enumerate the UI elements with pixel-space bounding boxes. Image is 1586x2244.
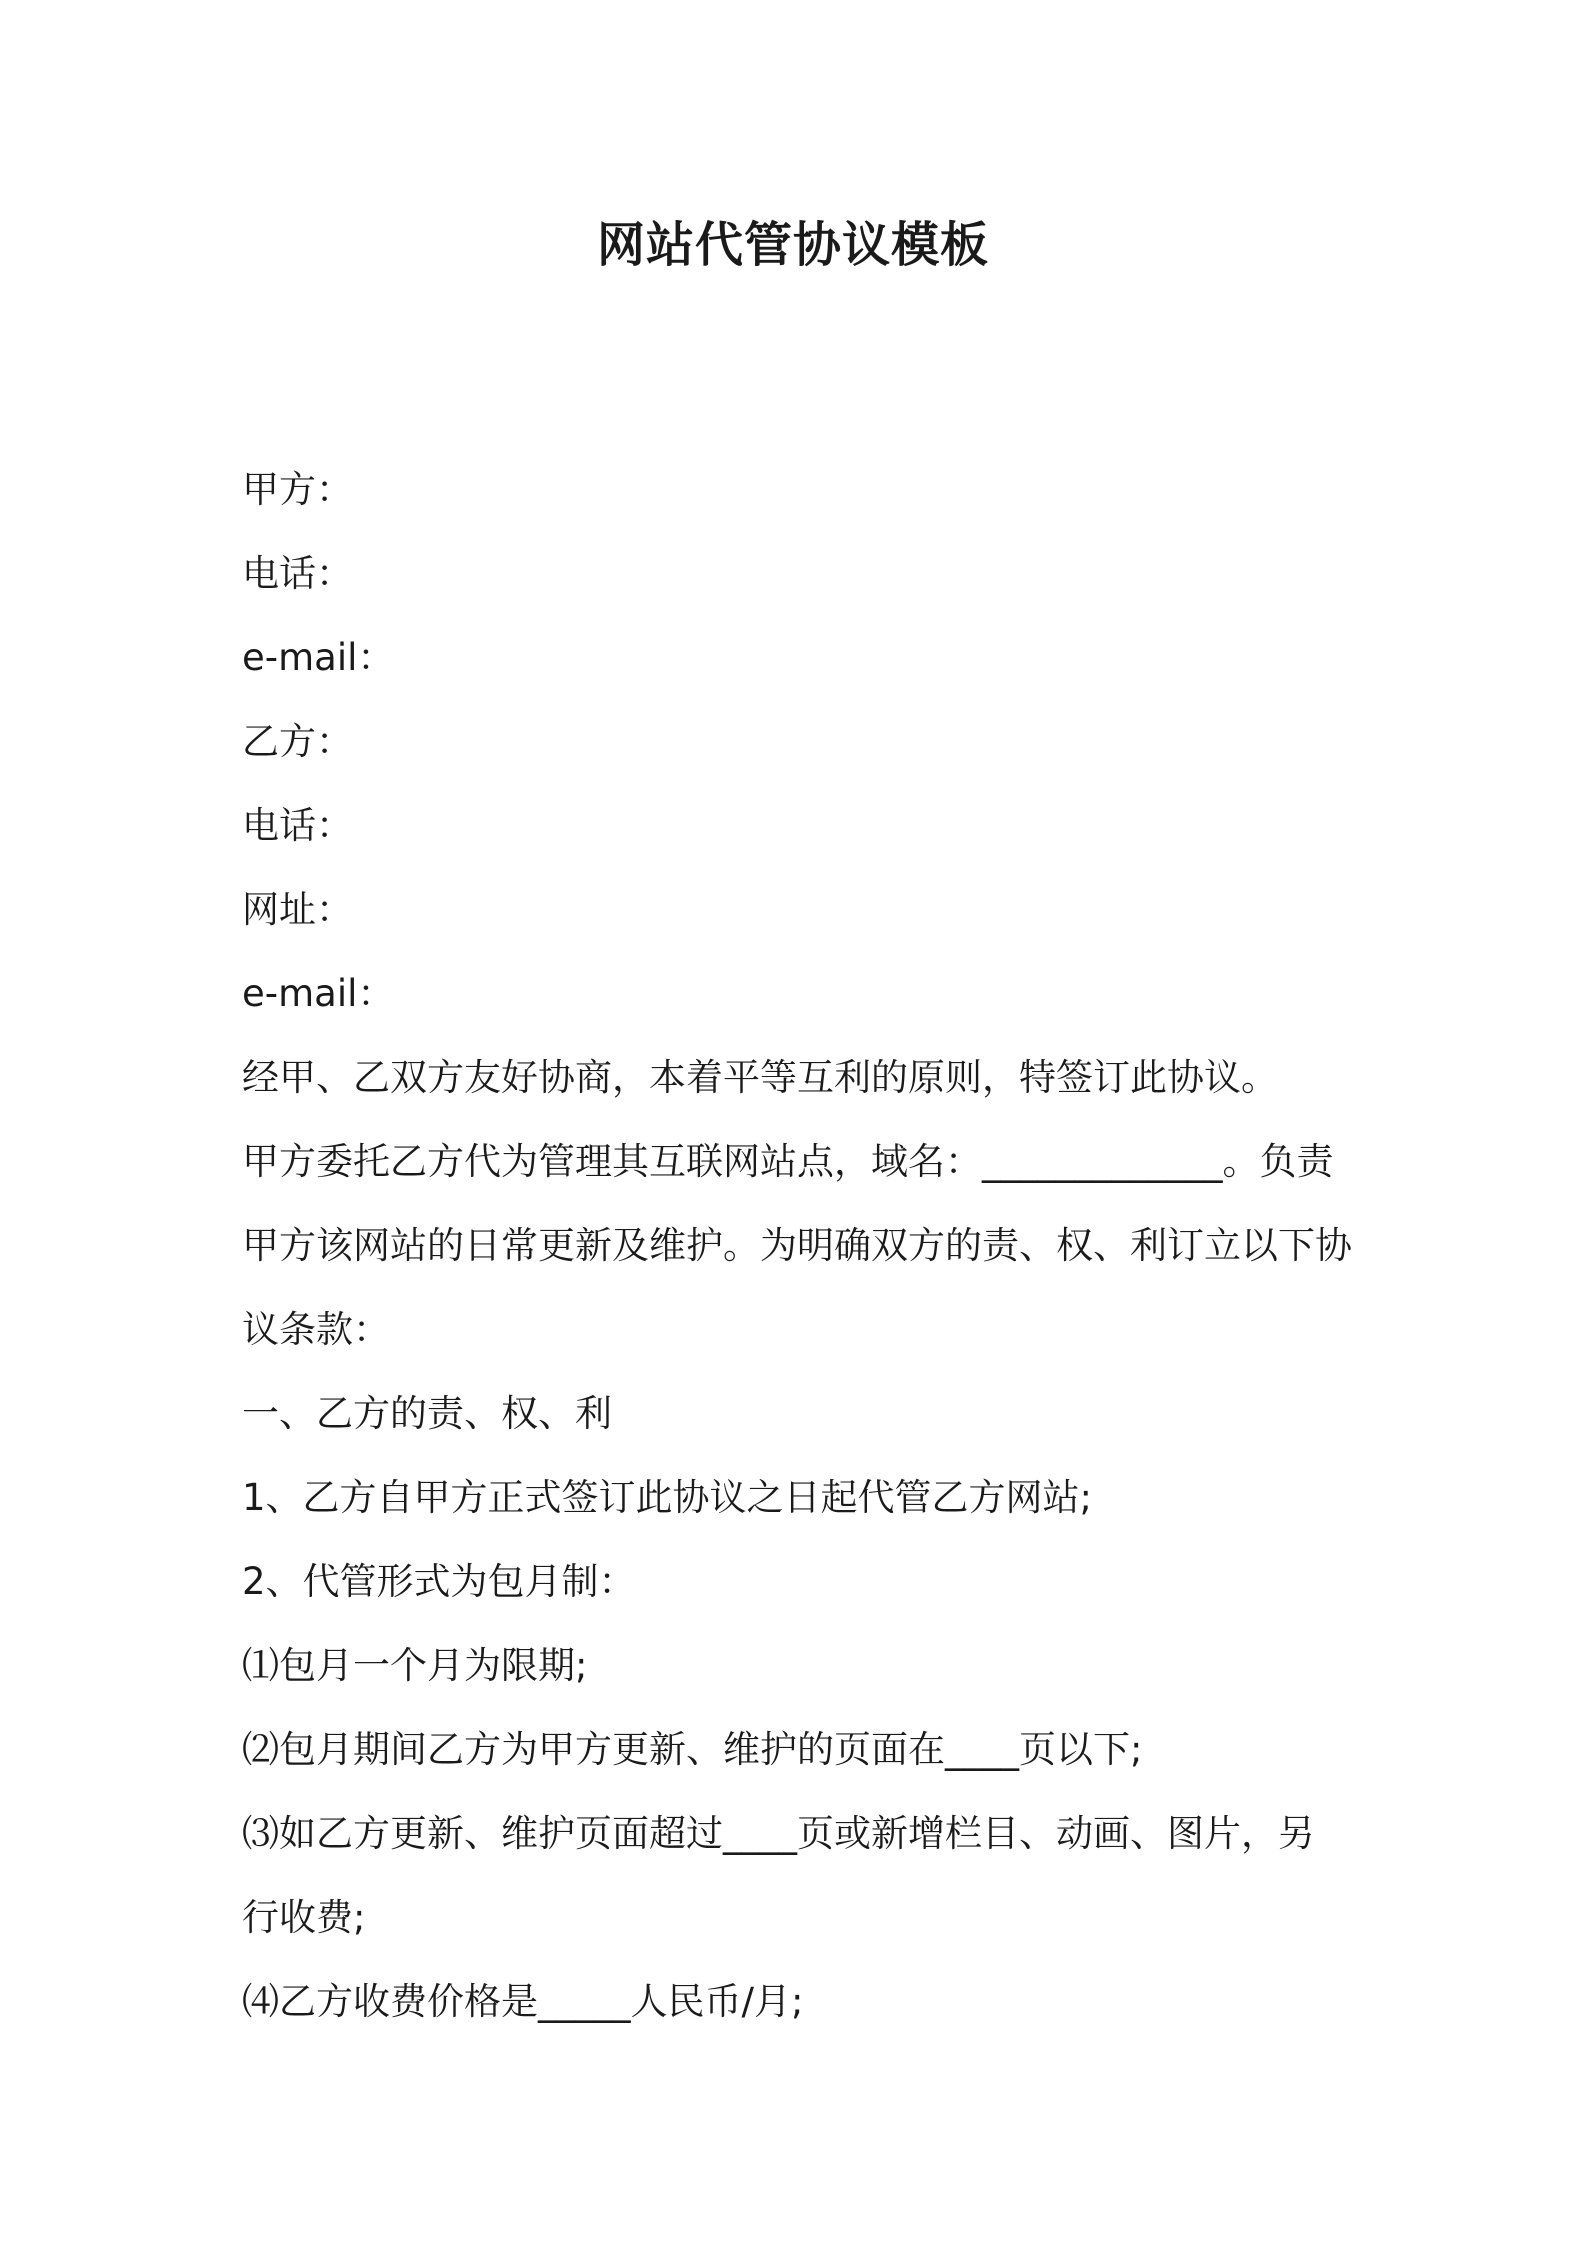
clause-line: 2、代管形式为包月制： xyxy=(242,1560,636,1603)
clause-line: 1、乙方自甲方正式签订此协议之日起代管乙方网站; xyxy=(242,1476,1093,1519)
paragraph-line: 甲方委托乙方代为管理其互联网站点，域名：_____________。负责 xyxy=(242,1140,1334,1183)
section-heading: 一、乙方的责、权、利 xyxy=(242,1392,612,1435)
party-a-phone-label: 电话： xyxy=(242,552,353,595)
party-b-email-label: e-mail： xyxy=(242,972,395,1015)
paragraph-line: 甲方该网站的日常更新及维护。为明确双方的责、权、利订立以下协 xyxy=(242,1224,1352,1267)
clause-line: ⑵包月期间乙方为甲方更新、维护的页面在____页以下; xyxy=(242,1728,1143,1771)
clause-line: ⑴包月一个月为限期; xyxy=(242,1644,588,1687)
clause-line: ⑶如乙方更新、维护页面超过____页或新增栏目、动画、图片，另 xyxy=(242,1812,1315,1855)
paragraph-line: 经甲、乙双方友好协商，本着平等互利的原则，特签订此协议。 xyxy=(242,1056,1278,1099)
party-b-phone-label: 电话： xyxy=(242,804,353,847)
paragraph-line: 议条款： xyxy=(242,1308,390,1351)
document-title: 网站代管协议模板 xyxy=(596,217,989,273)
party-b-label: 乙方： xyxy=(242,720,353,763)
clause-line: 行收费; xyxy=(242,1896,366,1939)
party-a-email-label: e-mail： xyxy=(242,636,395,679)
document-body xyxy=(242,448,1356,2044)
party-b-website-label: 网址： xyxy=(242,888,353,931)
party-a-label: 甲方： xyxy=(242,468,353,511)
clause-line: ⑷乙方收费价格是_____人民币/月; xyxy=(242,1980,804,2023)
